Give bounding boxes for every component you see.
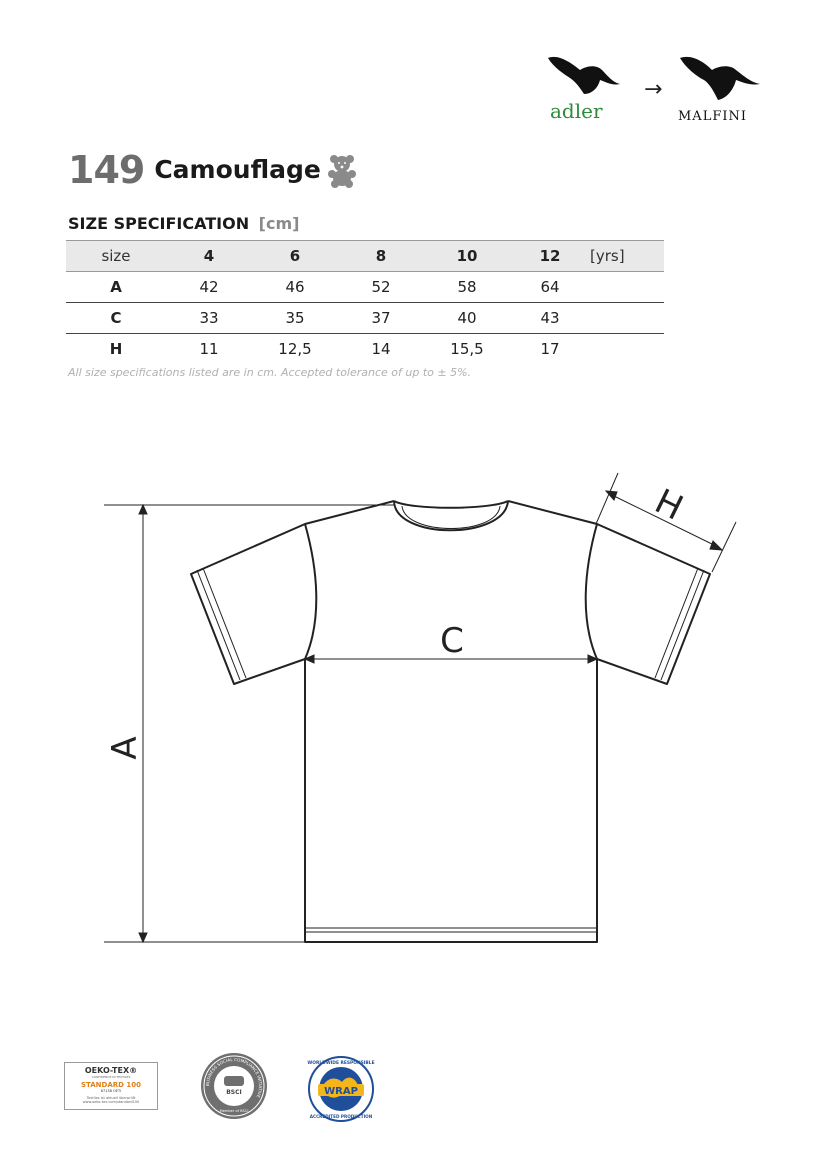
malfini-eagle-icon <box>680 57 760 100</box>
tshirt-diagram <box>0 440 826 980</box>
malfini-logo-text: MALFINI <box>678 109 747 124</box>
adler-logo-text: adler <box>550 99 603 123</box>
product-number: 149 <box>68 148 145 192</box>
adler-eagle-icon <box>548 57 620 94</box>
oeko-tex-line1: Textiles ist aktuell überprüft <box>86 1096 136 1100</box>
wrap-top-text: WORLDWIDE RESPONSIBLE <box>307 1061 375 1066</box>
hands-icon <box>224 1076 244 1086</box>
table-cell: 15,5 <box>450 340 484 358</box>
size-header-label: size <box>101 247 131 265</box>
row-label: H <box>109 340 123 358</box>
table-cell: 35 <box>285 309 305 327</box>
table-cell: 46 <box>285 278 305 296</box>
table-cell: 12,5 <box>278 340 312 358</box>
bsci-ring-text: BUSINESS SOCIAL COMPLIANCE INITIATIVE <box>204 1056 264 1099</box>
row-label: A <box>110 278 122 296</box>
oeko-tex-line2: www.oeko-tex.com/standard100 <box>82 1100 140 1104</box>
size-col: 8 <box>375 247 387 265</box>
size-header-row <box>66 241 664 272</box>
table-row <box>66 272 664 303</box>
table-cell: 43 <box>540 309 560 327</box>
dimension-label-h: H <box>648 481 690 529</box>
table-cell: 40 <box>457 309 477 327</box>
table-row <box>66 334 664 365</box>
tolerance-note: All size specifications listed are in cm. Accepted tolerance of up to ± 5%. <box>68 366 472 379</box>
table-cell: 52 <box>371 278 391 296</box>
size-table <box>66 240 664 364</box>
size-col: 12 <box>539 247 561 265</box>
size-col: 4 <box>203 247 215 265</box>
table-cell: 14 <box>371 340 391 358</box>
product-title <box>68 148 357 192</box>
oeko-tex-standard: STANDARD 100 <box>80 1081 142 1089</box>
size-spec-title: SIZE SPECIFICATION <box>68 214 250 233</box>
size-unit: [yrs] <box>590 247 625 265</box>
bsci-member: Member of BSCI <box>219 1109 249 1113</box>
brand-arrow: → <box>644 77 663 102</box>
bsci-center: BSCI <box>226 1089 242 1096</box>
size-spec-heading <box>68 214 299 233</box>
table-cell: 11 <box>199 340 219 358</box>
table-cell: 58 <box>457 278 477 296</box>
table-cell: 42 <box>199 278 219 296</box>
product-name: Camouflage <box>154 155 321 184</box>
size-col: 6 <box>289 247 301 265</box>
dimension-label-a: A <box>105 736 145 760</box>
oeko-tex-subtitle: CONFIDENCE IN TEXTILES <box>91 1075 131 1079</box>
wrap-badge <box>304 1054 378 1124</box>
row-label: C <box>110 309 122 327</box>
dimension-label-c: C <box>440 621 464 661</box>
wrap-bottom-text: ACCREDITED PRODUCTION <box>309 1114 373 1119</box>
size-col: 10 <box>456 247 478 265</box>
tshirt-collar <box>394 501 508 508</box>
table-row <box>66 303 664 334</box>
teddy-bear-icon <box>327 154 357 188</box>
size-spec-unit: [cm] <box>258 214 300 233</box>
table-cell: 64 <box>540 278 560 296</box>
brand-logos <box>540 48 780 128</box>
bsci-badge <box>200 1052 268 1120</box>
table-cell: 37 <box>371 309 391 327</box>
oeko-tex-code: 67158 OETI <box>100 1089 122 1093</box>
table-cell: 17 <box>540 340 560 358</box>
oeko-tex-title: OEKO-TEX® <box>84 1066 138 1075</box>
table-cell: 33 <box>199 309 219 327</box>
wrap-center: WRAP <box>324 1086 358 1097</box>
tshirt-outline <box>191 501 710 942</box>
oeko-tex-badge <box>64 1062 158 1110</box>
